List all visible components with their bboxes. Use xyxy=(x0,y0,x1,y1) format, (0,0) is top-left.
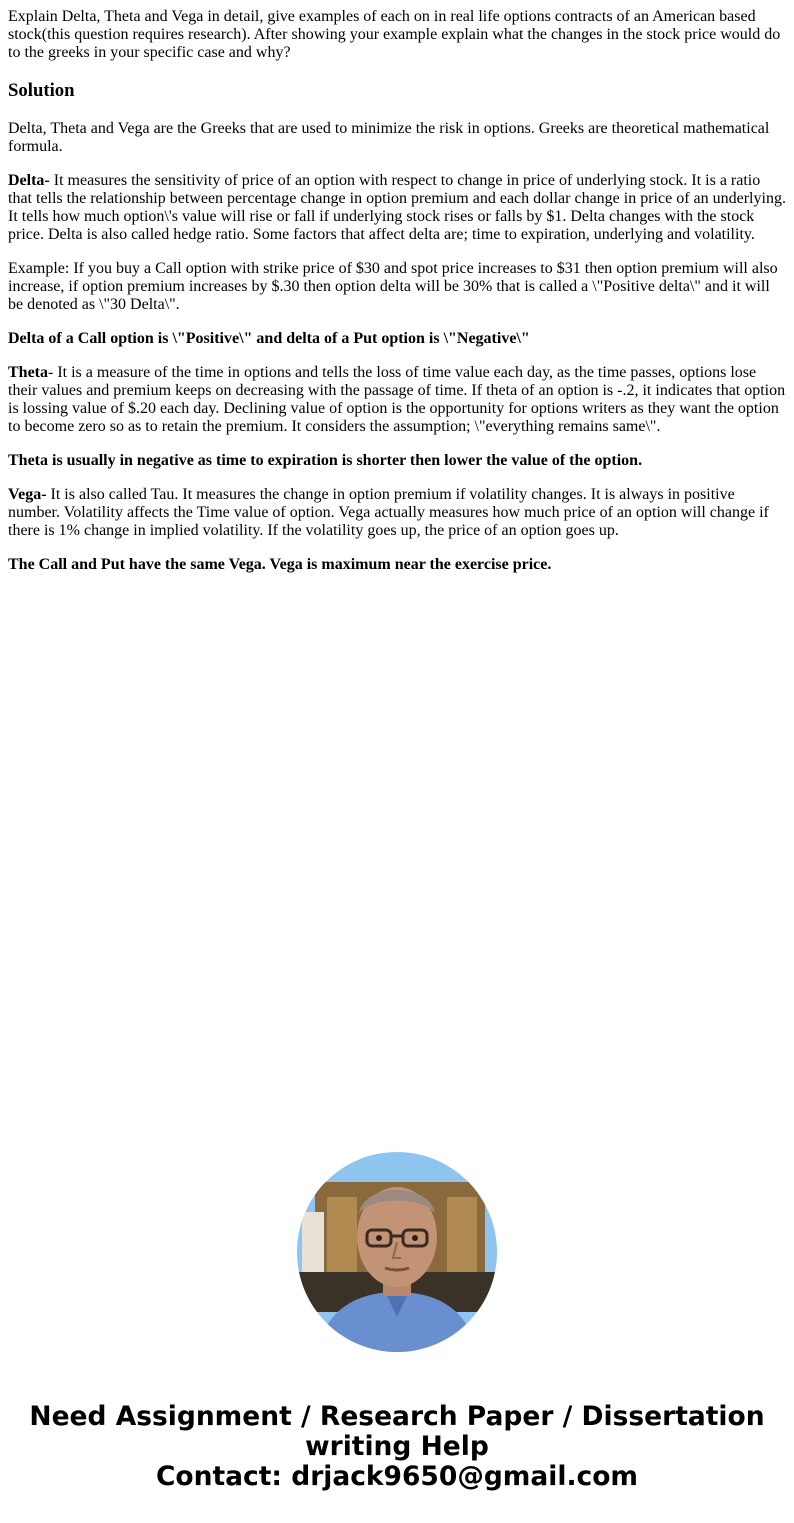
document-body xyxy=(8,8,788,590)
delta-note xyxy=(8,330,788,348)
author-avatar xyxy=(297,1152,497,1352)
delta-example: Example: If you buy a Call option with strike price of $30 and spot price increases to $31 then option premium will also increase, if option premium increases by $.30 then option delta will be 30% that is called a \"Positive delta\" and it will be denoted as \"30 Delta\". xyxy=(8,260,778,313)
vega-note-text: The Call and Put have the same Vega. Vega is maximum near the exercise price. xyxy=(8,556,552,573)
delta-term: Delta- xyxy=(8,172,50,189)
vega-term: Vega- xyxy=(8,486,47,503)
theta-text: - It is a measure of the time in options and tells the loss of time value each day, as the time passes, options lose their values and premium keeps on decreasing with the passage of time. If theta of an option is -.2, it indicates that option is lossing value of $.20 each day. Declining value of option is the opportunity for options writers as they want the option to become zero so as to retain the premium. It considers the assumption; \"everything remains same\". xyxy=(8,364,786,435)
author-portrait-image xyxy=(297,1152,497,1352)
delta-paragraph xyxy=(8,172,788,244)
promo-line-1: Need Assignment / Research Paper / Dissertation xyxy=(29,1401,765,1432)
theta-term: Theta xyxy=(8,364,48,381)
vega-note xyxy=(8,556,788,574)
intro-paragraph: Delta, Theta and Vega are the Greeks that are used to minimize the risk in options. Greeks are theoretical mathematical formula. xyxy=(8,120,770,155)
solution-heading: Solution xyxy=(8,80,75,101)
theta-paragraph xyxy=(8,364,788,436)
question-text: Explain Delta, Theta and Vega in detail, give examples of each on in real life options contracts of an American based stock(this question requires research). After showing your example explain what the changes in the stock price would do to the greeks in your specific case and why? xyxy=(8,8,781,61)
promo-contact-line: Contact: drjack9650@gmail.com xyxy=(155,1461,639,1492)
delta-note-text: Delta of a Call option is \"Positive\" and delta of a Put option is \"Negative\" xyxy=(8,330,530,347)
vega-paragraph xyxy=(8,486,788,540)
delta-text: It measures the sensitivity of price of an option with respect to change in price of underlying stock. It is a ratio that tells the relationship between percentage change in option premium and each dollar change in price of an underlying. It tells how much option\'s value will rise or fall if underlying stock rises or falls by $1. Delta changes with the stock price. Delta is also called hedge ratio. Some factors that affect delta are; time to expiration, underlying and volatility. xyxy=(8,172,786,243)
promo-text xyxy=(0,1402,794,1492)
promo-line-2: writing Help xyxy=(305,1431,489,1462)
theta-note-text: Theta is usually in negative as time to expiration is shorter then lower the value of the option. xyxy=(8,452,643,469)
vega-text: It is also called Tau. It measures the change in option premium if volatility changes. It is always in positive number. Volatility affects the Time value of option. Vega actually measures how much price of an option will change if there is 1% change in implied volatility. If the volatility goes up, the price of an option goes up. xyxy=(8,486,769,539)
footer-promo xyxy=(0,1152,794,1492)
theta-note xyxy=(8,452,788,470)
